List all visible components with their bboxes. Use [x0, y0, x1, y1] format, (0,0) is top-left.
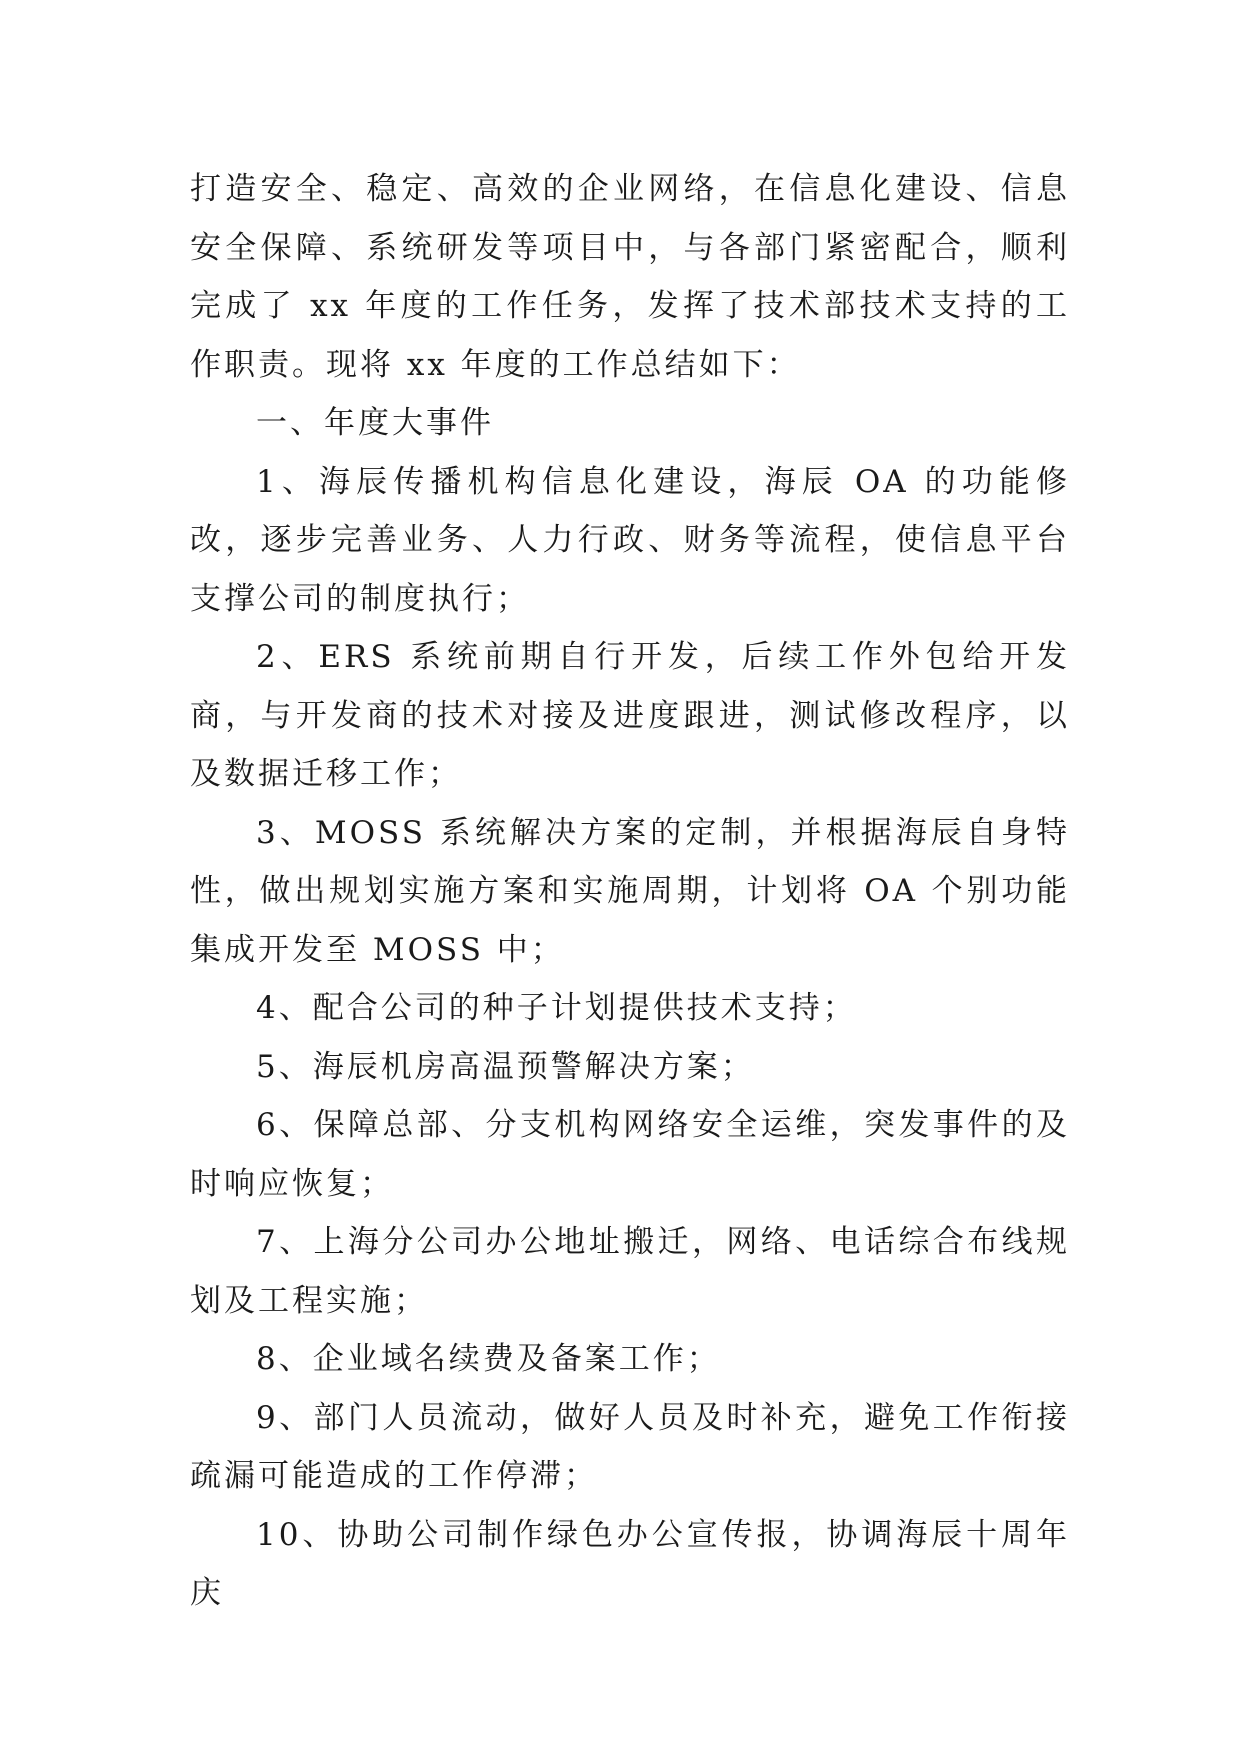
list-item: 9、部门人员流动，做好人员及时补充，避免工作衔接疏漏可能造成的工作停滞； — [190, 1399, 1070, 1494]
list-item: 7、上海分公司办公地址搬迁，网络、电话综合布线规划及工程实施； — [190, 1224, 1070, 1319]
list-item: 4、配合公司的种子计划提供技术支持； — [256, 990, 857, 1026]
list-item: 6、保障总部、分支机构网络安全运维，突发事件的及时响应恢复； — [190, 1107, 1070, 1202]
list-item: 2、ERS 系统前期自行开发，后续工作外包给开发商，与开发商的技术对接及进度跟进，测试修改程序，以及数据迁移工作； — [190, 639, 1070, 792]
list-item: 3、MOSS 系统解决方案的定制，并根据海辰自身特性，做出规划实施方案和实施周期，计划将 OA 个别功能集成开发至 MOSS 中； — [190, 814, 1070, 968]
document-body — [190, 160, 1070, 1623]
paragraph-intro: 打造安全、稳定、高效的企业网络，在信息化建设、信息安全保障、系统研发等项目中，与各部门紧密配合，顺利完成了 xx 年度的工作任务，发挥了技术部技术支持的工作职责。现将 xx 年度的工作总结如下： — [190, 171, 1070, 383]
list-item: 10、协助公司制作绿色办公宣传报，协调海辰十周年庆 — [190, 1516, 1070, 1611]
list-item: 8、企业域名续费及备案工作； — [256, 1341, 721, 1377]
list-item: 5、海辰机房高温预警解决方案； — [256, 1048, 755, 1085]
section-heading: 一、年度大事件 — [256, 405, 494, 441]
list-item: 1、海辰传播机构信息化建设，海辰 OA 的功能修改，逐步完善业务、人力行政、财务等流程，使信息平台支撑公司的制度执行； — [190, 463, 1070, 617]
